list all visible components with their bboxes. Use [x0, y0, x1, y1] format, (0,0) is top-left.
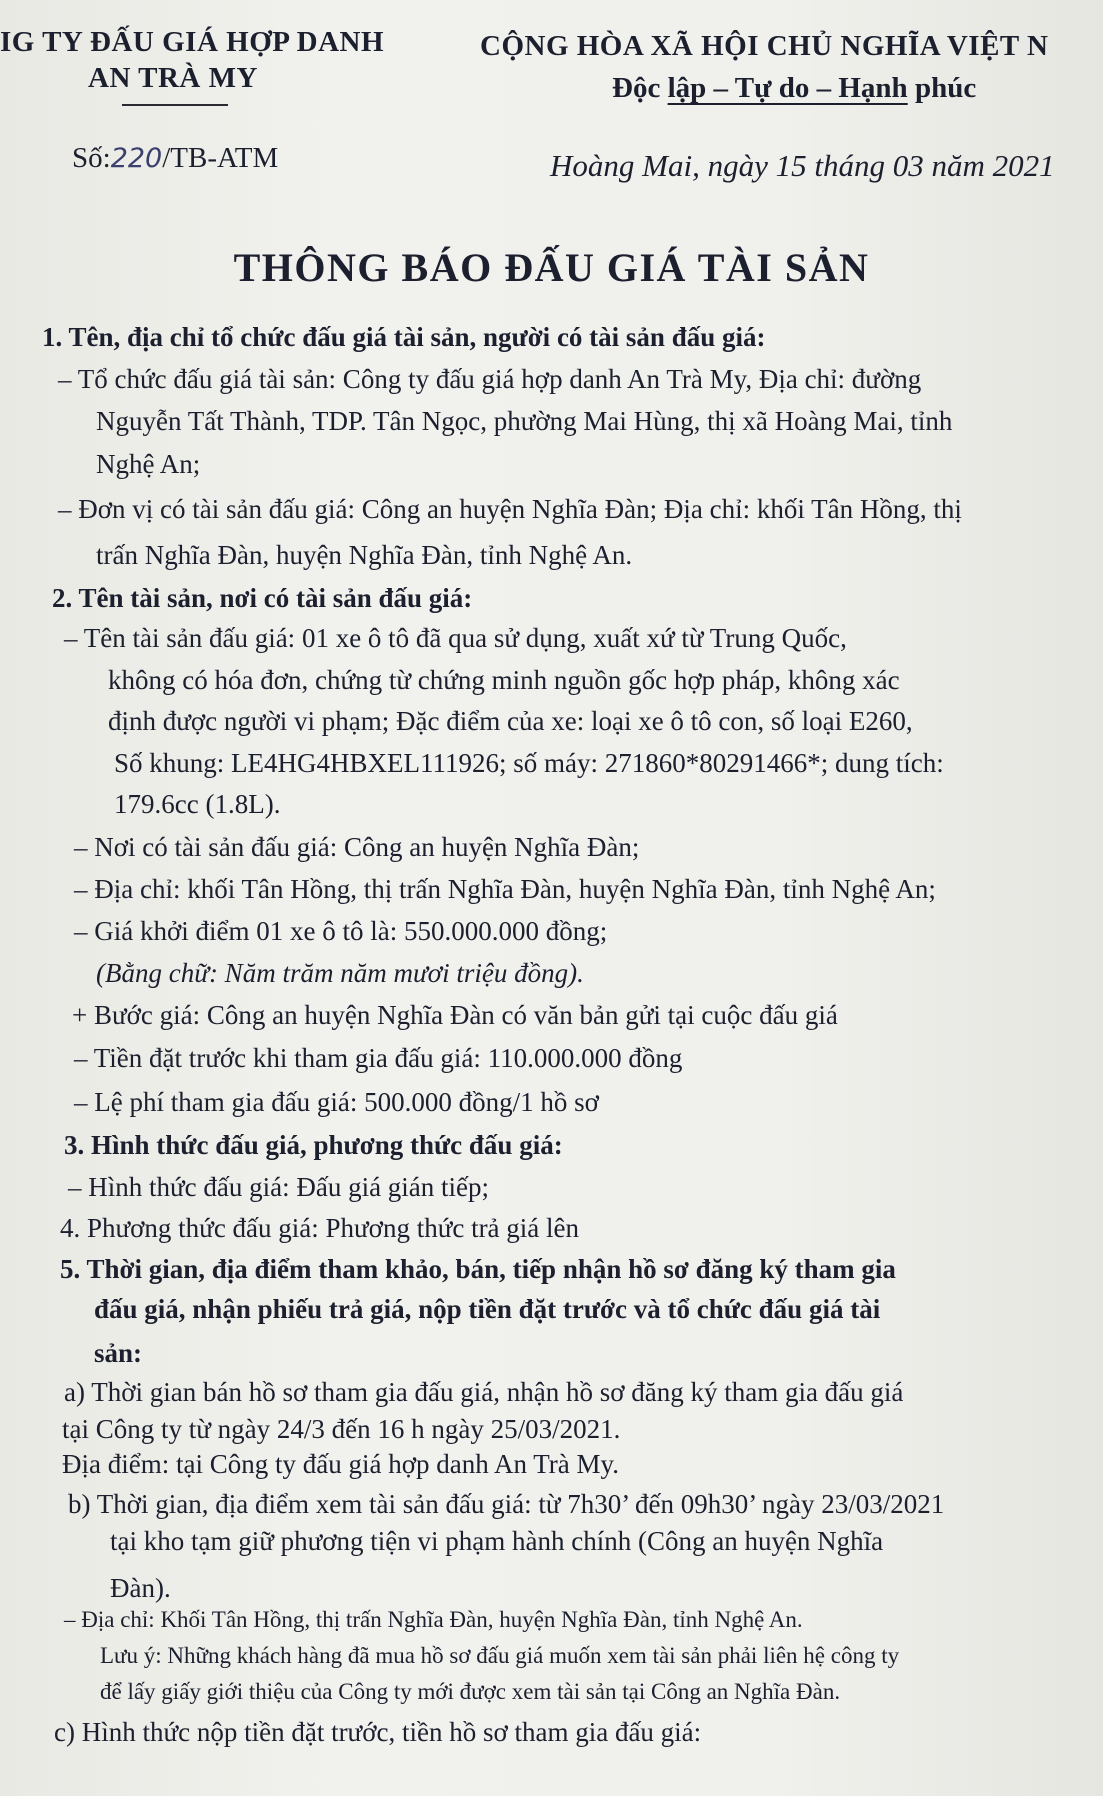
section-5-heading: sản:: [94, 1338, 143, 1368]
s5-a-line: Địa điểm: tại Công ty đấu giá hợp danh An Trà My.: [62, 1449, 619, 1479]
section-5-heading: 5. Thời gian, địa điểm tham khảo, bán, tiếp nhận hồ sơ đăng ký tham gia: [60, 1254, 896, 1284]
s2-line: định được người vi phạm; Đặc điểm của xe: loại xe ô tô con, số loại E260,: [108, 706, 913, 736]
s2-line: – Giá khởi điểm 01 xe ô tô là: 550.000.000 đồng;: [74, 916, 608, 946]
document-number: Số:220/TB-ATM: [72, 142, 279, 174]
section-1-heading: 1. Tên, địa chỉ tổ chức đấu giá tài sản, người có tài sản đấu giá:: [42, 322, 766, 352]
s5-b-line: Đàn).: [110, 1573, 171, 1603]
s5-c-line: c) Hình thức nộp tiền đặt trước, tiền hồ sơ tham gia đấu giá:: [54, 1717, 702, 1747]
s2-line: – Tên tài sản đấu giá: 01 xe ô tô đã qua sử dụng, xuất xứ từ Trung Quốc,: [64, 623, 847, 653]
org-name-line1: IG TY ĐẤU GIÁ HỢP DANH: [0, 26, 385, 58]
s5-b-line: – Địa chỉ: Khối Tân Hồng, thị trấn Nghĩa Đàn, huyện Nghĩa Đàn, tỉnh Nghệ An.: [64, 1607, 803, 1632]
section-5-heading: đấu giá, nhận phiếu trả giá, nộp tiền đặt trước và tổ chức đấu giá tài: [94, 1294, 881, 1324]
section-2-heading: 2. Tên tài sản, nơi có tài sản đấu giá:: [52, 583, 473, 613]
s3-line: – Hình thức đấu giá: Đấu giá gián tiếp;: [68, 1172, 490, 1202]
s2-line: + Bước giá: Công an huyện Nghĩa Đàn có văn bản gửi tại cuộc đấu giá: [72, 1000, 838, 1030]
s2-line: – Nơi có tài sản đấu giá: Công an huyện Nghĩa Đàn;: [74, 832, 640, 862]
s5-a-line: tại Công ty từ ngày 24/3 đến 16 h ngày 25/03/2021.: [62, 1414, 621, 1444]
handwritten-number: 220: [110, 143, 163, 174]
org-name-line2: AN TRÀ MY: [88, 62, 258, 94]
s5-b-line: để lấy giấy giới thiệu của Công ty mới được xem tài sản tại Công an Nghĩa Đàn.: [100, 1679, 841, 1704]
s1-line: Nguyễn Tất Thành, TDP. Tân Ngọc, phường Mai Hùng, thị xã Hoàng Mai, tỉnh: [96, 406, 953, 436]
s2-line: – Tiền đặt trước khi tham gia đấu giá: 110.000.000 đồng: [74, 1043, 683, 1073]
s2-line: – Địa chỉ: khối Tân Hồng, thị trấn Nghĩa Đàn, huyện Nghĩa Đàn, tỉnh Nghệ An;: [74, 874, 936, 904]
s5-b-line: b) Thời gian, địa điểm xem tài sản đấu giá: từ 7h30’ đến 09h30’ ngày 23/03/2021: [68, 1489, 945, 1519]
s5-a-line: a) Thời gian bán hồ sơ tham gia đấu giá, nhận hồ sơ đăng ký tham gia đấu giá: [64, 1377, 904, 1407]
section-4-line: 4. Phương thức đấu giá: Phương thức trả giá lên: [60, 1213, 580, 1243]
s2-line: – Lệ phí tham gia đấu giá: 500.000 đồng/1 hồ sơ: [74, 1087, 599, 1117]
republic-heading: CỘNG HÒA XÃ HỘI CHỦ NGHĨA VIỆT N: [480, 30, 1049, 62]
s1-line: Nghệ An;: [96, 449, 201, 479]
national-motto: Độc lập – Tự do – Hạnh phúc: [612, 72, 977, 104]
s2-line: 179.6cc (1.8L).: [114, 789, 281, 819]
section-3-heading: 3. Hình thức đấu giá, phương thức đấu giá:: [64, 1130, 563, 1160]
s5-b-line: tại kho tạm giữ phương tiện vi phạm hành chính (Công an huyện Nghĩa: [110, 1526, 884, 1556]
s2-line: (Bằng chữ: Năm trăm năm mươi triệu đồng).: [96, 958, 584, 988]
s1-line: – Đơn vị có tài sản đấu giá: Công an huyện Nghĩa Đàn; Địa chỉ: khối Tân Hồng, thị: [58, 494, 962, 524]
s5-b-line: Lưu ý: Những khách hàng đã mua hồ sơ đấu giá muốn xem tài sản phải liên hệ công ty: [100, 1643, 900, 1668]
place-date: Hoàng Mai, ngày 15 tháng 03 năm 2021: [550, 148, 1055, 183]
org-underline: [122, 104, 228, 106]
s2-line: Số khung: LE4HG4HBXEL111926; số máy: 271860*80291466*; dung tích:: [114, 748, 944, 778]
s1-line: – Tổ chức đấu giá tài sản: Công ty đấu giá hợp danh An Trà My, Địa chỉ: đường: [58, 364, 922, 394]
s2-line: không có hóa đơn, chứng từ chứng minh nguồn gốc hợp pháp, không xác: [108, 665, 900, 695]
document-title: THÔNG BÁO ĐẤU GIÁ TÀI SẢN: [233, 245, 870, 290]
s1-line: trấn Nghĩa Đàn, huyện Nghĩa Đàn, tỉnh Nghệ An.: [96, 540, 633, 570]
